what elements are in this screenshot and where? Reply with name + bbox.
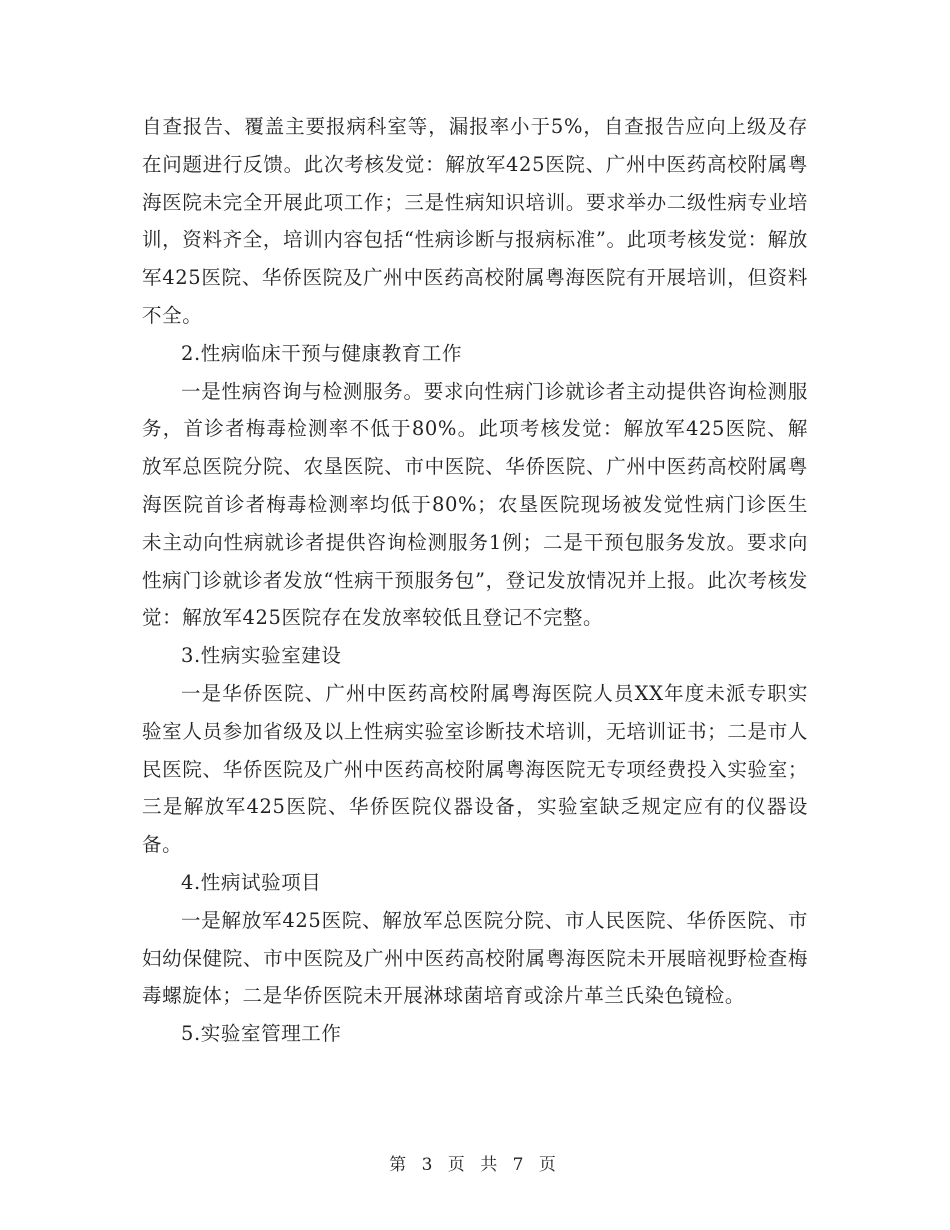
section-heading-2: 2.性病临床干预与健康教育工作 (181, 341, 463, 365)
section-heading-3: 3.性病实验室建设 (181, 644, 342, 668)
page-body (142, 108, 808, 1053)
paragraph-section-4: 一是解放军425医院、解放军总医院分院、市人民医院、华侨医院、市妇幼保健院、市中医院及广州中医药高校附属粤海医院未开展暗视野检查梅毒螺旋体；二是华侨医院未开展淋球菌培育或涂片革兰氏染色镜检。 (142, 908, 808, 1008)
page-number-footer: 第 3 页 共 7 页 (389, 1155, 561, 1175)
paragraph-section-2: 一是性病咨询与检测服务。要求向性病门诊就诊者主动提供咨询检测服务，首诊者梅毒检测率不低于80%。此项考核发觉：解放军425医院、解放军总医院分院、农垦医院、市中医院、华侨医院、广州中医药高校附属粤海医院首诊者梅毒检测率均低于80%；农垦医院现场被发觉性病门诊医生未主动向性病就诊者提供咨询检测服务1例；二是干预包服务发放。要求向性病门诊就诊者发放“性病干预服务包”，登记发放情况并上报。此次考核发觉：解放军425医院存在发放率较低且登记不完整。 (142, 379, 808, 630)
paragraph-continuation: 自查报告、覆盖主要报病科室等，漏报率小于5%，自查报告应向上级及存在问题进行反馈。此次考核发觉：解放军425医院、广州中医药高校附属粤海医院未完全开展此项工作；三是性病知识培训。要求举办二级性病专业培训，资料齐全，培训内容包括“性病诊断与报病标准”。此项考核发觉：解放军425医院、华侨医院及广州中医药高校附属粤海医院有开展培训，但资料不全。 (142, 115, 808, 327)
section-heading-4: 4.性病试验项目 (181, 870, 322, 894)
section-heading-5: 5.实验室管理工作 (181, 1022, 342, 1046)
paragraph-section-3: 一是华侨医院、广州中医药高校附属粤海医院人员XX年度未派专职实验室人员参加省级及以上性病实验室诊断技术培训，无培训证书；二是市人民医院、华侨医院及广州中医药高校附属粤海医院无专项经费投入实验室；三是解放军425医院、华侨医院仪器设备，实验室缺乏规定应有的仪器设备。 (142, 681, 808, 857)
